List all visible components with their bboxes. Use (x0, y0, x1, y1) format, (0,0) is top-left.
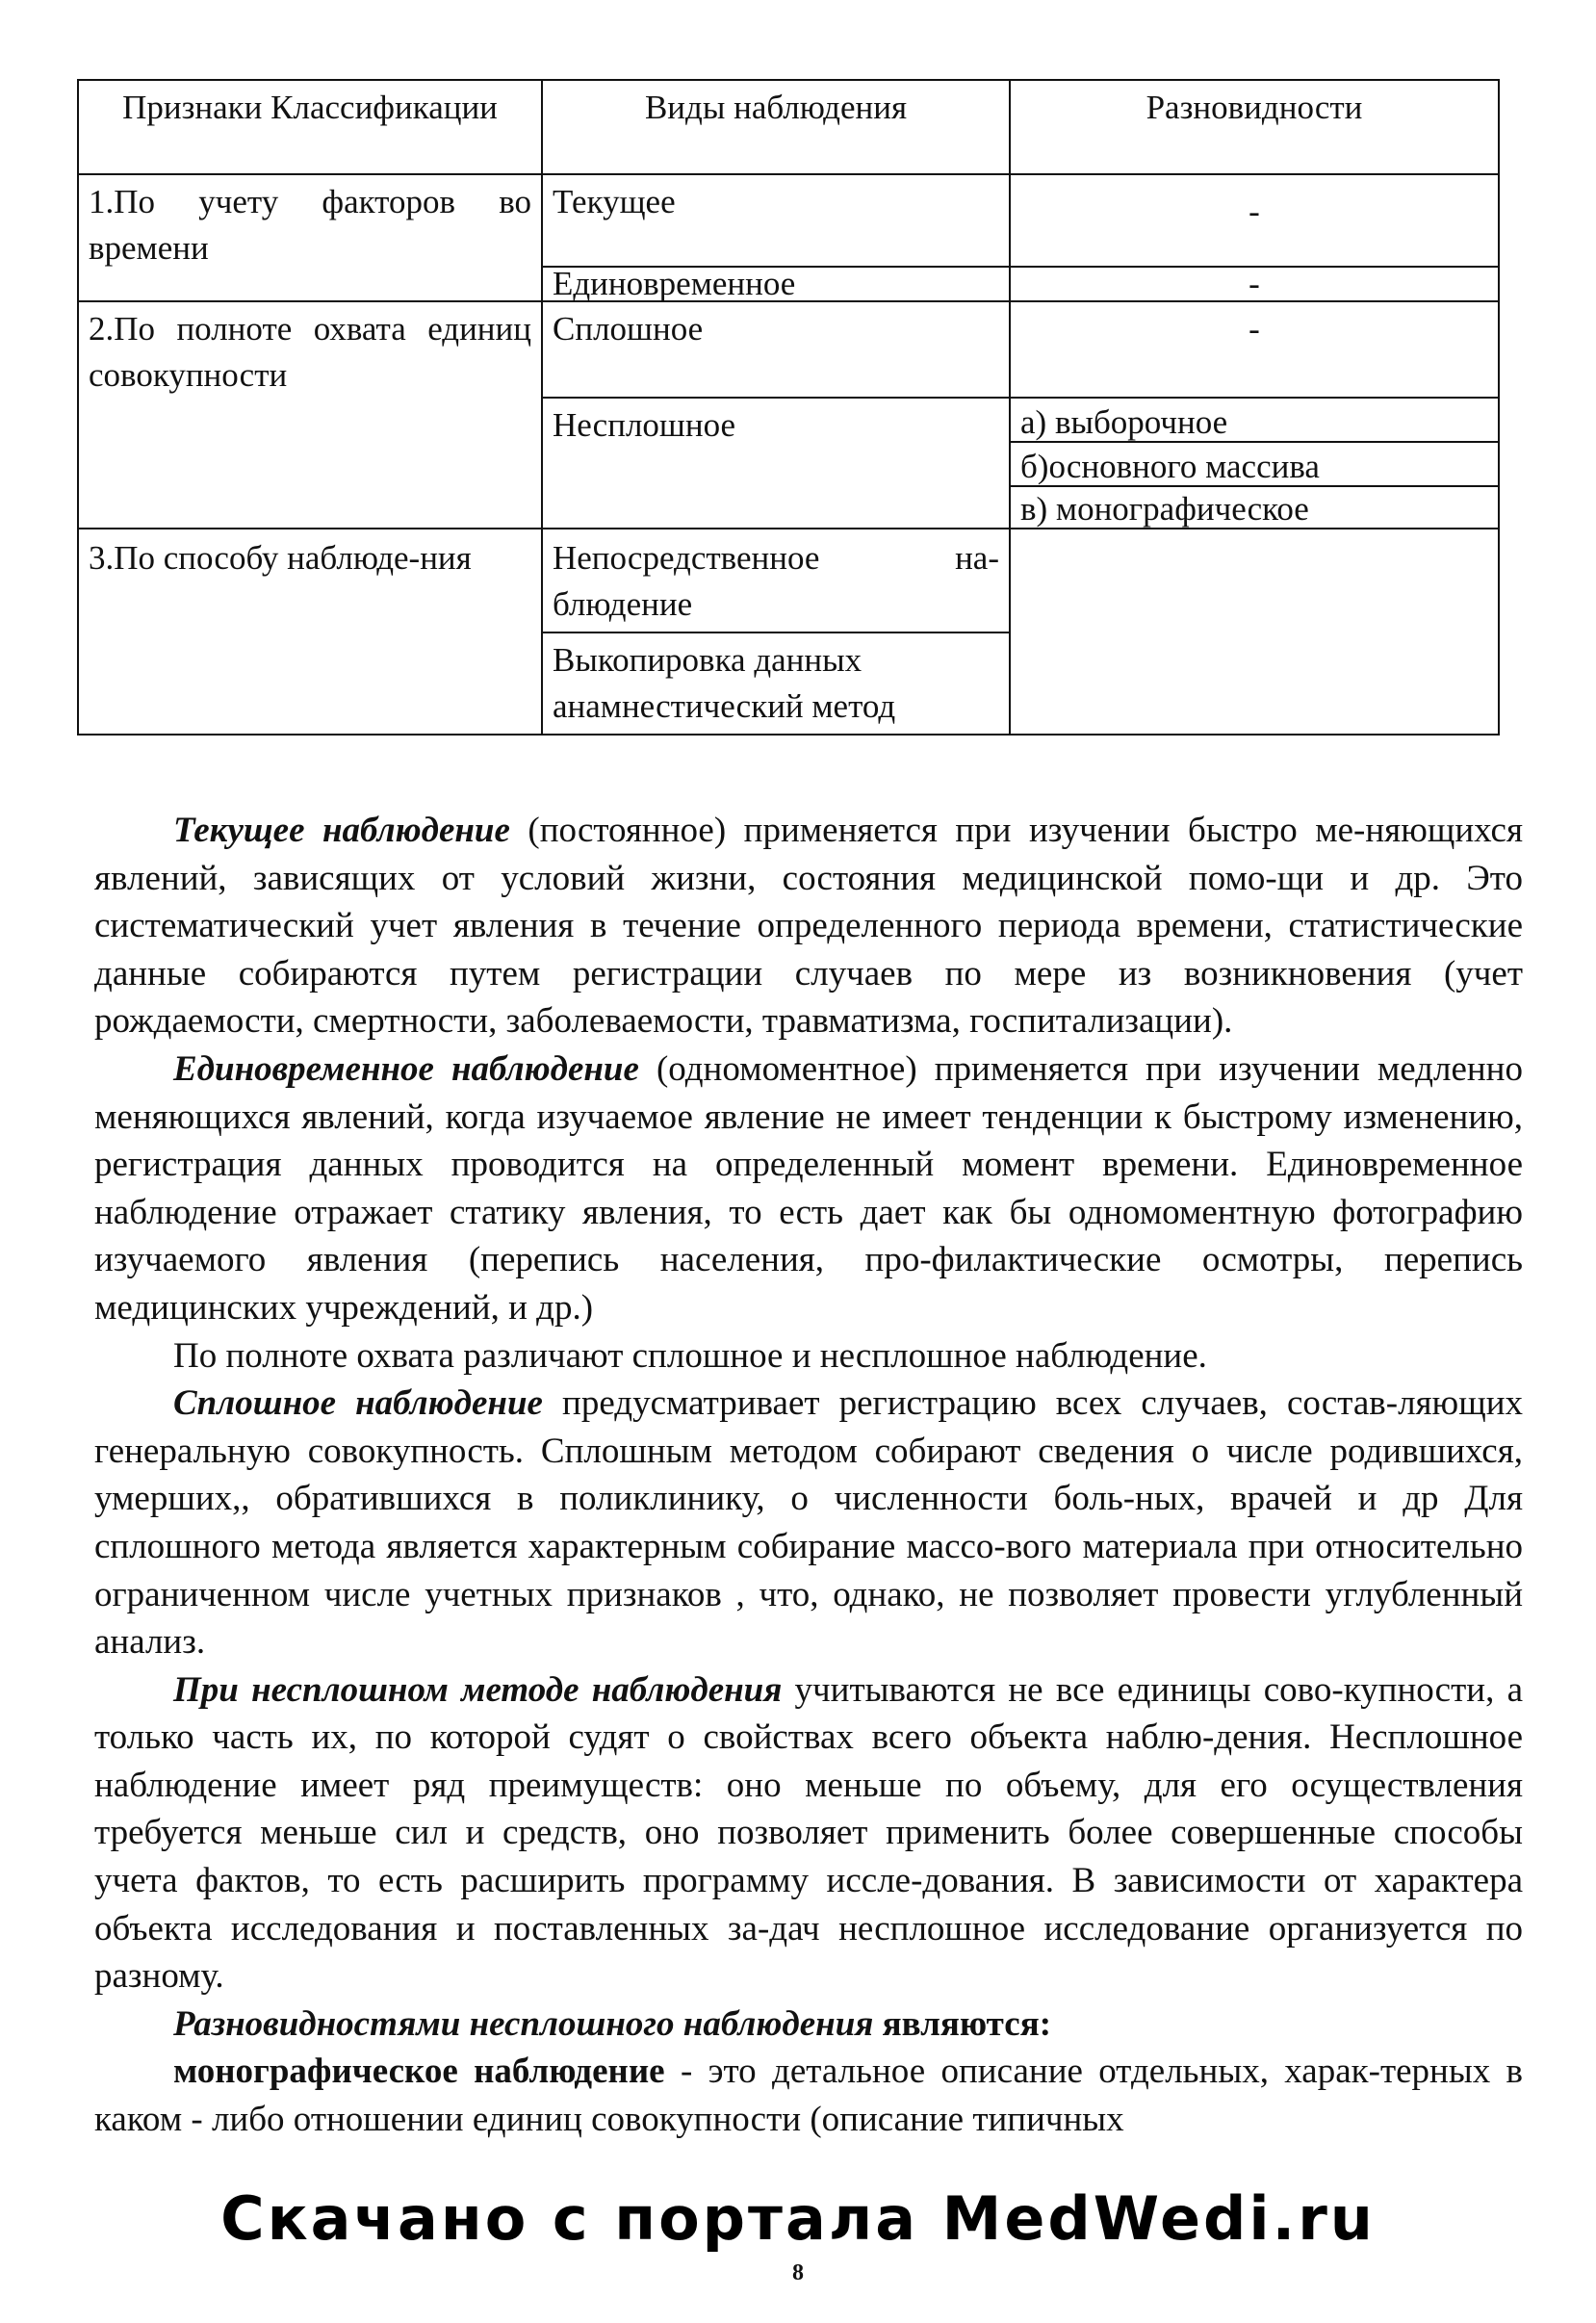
paragraph-text: предусматривает регистрацию всех случаев, состав-ляющих генеральную совокупность. Сплошным методом собирают сведения о числе родившихся, умерших,, обратившихся в поликлинику, о численности боль-ных, врачей и др Для сплошного метода является характерным собирание массо-вого материала при относительно ограниченном числе учетных признаков , что, однако, не позволяет провести углубленный анализ. (94, 1383, 1523, 1663)
paragraph-text: - это детальное описание отдельных, харак-терных в каком - либо отношении единиц совокупности (описание типичных (94, 2052, 1524, 2140)
variety-cell: а) выборочное (1010, 398, 1499, 442)
body-text (94, 807, 1523, 2144)
term-monographic: монографическое наблюдение (173, 2052, 665, 2092)
classification-table (77, 79, 1500, 736)
header-varieties: Разновидности (1010, 80, 1499, 174)
header-criteria: Признаки Классификации (78, 80, 542, 174)
criterion-cell: 1.По учету факторов во времени (78, 174, 542, 301)
paragraph-text: (постоянное) применяется при изучении быстро ме-няющихся явлений, зависящих от условий жизни, состояния медицинской помо-щи и др. Это систематический учет явления в течение определенного периода времени, статистические данные собираются путем регистрации случаев по мере из возникновения (учет рождаемости, смертности, заболеваемости, травматизма, госпитализации). (94, 811, 1524, 1042)
paragraph-monographic (94, 2048, 1523, 2143)
watermark: Скачано с портала MedWedi.ru (220, 2183, 1376, 2254)
criterion-cell: 3.По способу наблюде-ния (78, 529, 542, 735)
observation-type-cell: Несплошное (542, 398, 1010, 529)
variety-cell: в) монографическое (1010, 486, 1499, 529)
variety-cell: б)основного массива (1010, 442, 1499, 486)
paragraph-text: По полноте охвата различают сплошное и несплошное наблюдение. (173, 1335, 1207, 1376)
paragraph-partial-method (94, 1666, 1523, 2000)
term-current-observation: Текущее наблюдение (173, 811, 510, 850)
table-header-row (78, 80, 1499, 174)
observation-type-cell: Единовременное (542, 267, 1010, 301)
term-partial-method: При несплошном методе наблюдения (173, 1669, 783, 1710)
paragraph-text: являются: (873, 2003, 1052, 2044)
paragraph-text: (одномоментное) применяется при изучении медленно меняющихся явлений, когда изучаемое явление не имеет тенденции к быстрому изменению, регистрация данных проводится на определенный момент времени. Единовременное наблюдение отражает статику явления, то есть дает как бы одномоментную фотографию изучаемого явления (перепись населения, про-филактические осмотры, перепись медицинских учреждений, и др.) (94, 1048, 1523, 1328)
observation-type-cell: Выкопировка данных анамнестический метод (542, 632, 1010, 735)
paragraph-partial-varieties (94, 2000, 1523, 2049)
table-row (78, 301, 1499, 398)
term-partial-varieties: Разновидностями несплошного наблюдения (173, 2003, 874, 2044)
variety-cell: - (1010, 301, 1499, 398)
variety-cell: - (1010, 174, 1499, 267)
variety-cell: - (1010, 267, 1499, 301)
page-number: 8 (792, 2260, 804, 2285)
header-observation-types: Виды наблюдения (542, 80, 1010, 174)
table-row (78, 174, 1499, 267)
paragraph-single-observation (94, 1045, 1523, 1332)
observation-type-cell: Сплошное (542, 301, 1010, 398)
term-single-observation: Единовременное наблюдение (173, 1048, 639, 1089)
term-continuous-observation: Сплошное наблюдение (173, 1383, 543, 1424)
paragraph-current-observation (94, 807, 1523, 1045)
table-row (78, 529, 1499, 632)
criterion-cell: 2.По полноте охвата единиц совокупности (78, 301, 542, 529)
observation-type-cell: Непосредственное на-блюдение (542, 529, 1010, 632)
observation-type-cell: Текущее (542, 174, 1010, 267)
paragraph-continuous-observation (94, 1380, 1523, 1666)
paragraph-coverage (94, 1332, 1523, 1381)
variety-cell-empty (1010, 529, 1499, 735)
paragraph-text: учитываются не все единицы сово-купности, а только часть их, по которой судят о свойствах всего объекта наблю-дения. Несплошное наблюдение имеет ряд преимуществ: оно меньше по объему, для его осуществления требуется меньше сил и средств, оно позволяет применить более совершенные способы учета фактов, то есть расширить программу иссле-дования. В зависимости от характера объекта исследования и поставленных за-дач несплошное исследование организуется по разному. (94, 1669, 1523, 1997)
